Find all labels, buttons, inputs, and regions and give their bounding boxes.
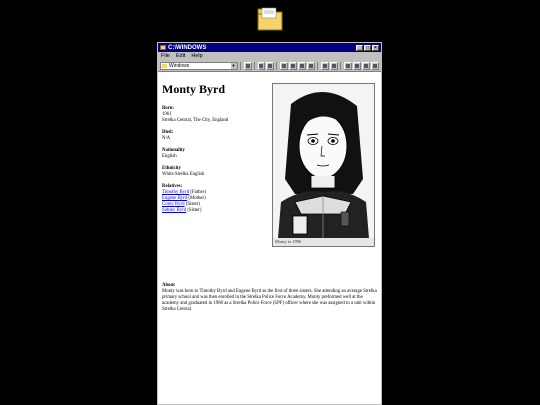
menu-bar	[158, 52, 381, 60]
undo-button[interactable]	[307, 62, 315, 70]
died-section	[162, 130, 267, 142]
details-button[interactable]	[371, 62, 379, 70]
chevron-down-icon[interactable]: ▼	[231, 62, 236, 68]
nationality-label: Nationality	[162, 148, 185, 153]
born-label: Born:	[162, 106, 174, 111]
nationality-section	[162, 148, 267, 160]
relative-relation: (Mother)	[188, 196, 206, 201]
nationality-value: English	[162, 154, 177, 159]
died-label: Died:	[162, 130, 174, 135]
window-title: C:\WINDOWS	[168, 44, 207, 51]
died-value: N/A	[162, 136, 171, 141]
relative-link[interactable]: Timothy Byrd	[162, 190, 190, 195]
paste-button[interactable]	[298, 62, 306, 70]
portrait-drawing	[273, 84, 374, 238]
ethnicity-label: Ethnicity	[162, 166, 181, 171]
relative-relation: (Sister)	[185, 202, 200, 207]
close-button[interactable]: ×	[372, 45, 379, 51]
menu-edit[interactable]: Edit	[175, 53, 186, 59]
list-button[interactable]	[362, 62, 370, 70]
folder-icon	[160, 45, 166, 50]
disconnect-button[interactable]	[266, 62, 274, 70]
ethnicity-value: White Strelka English	[162, 172, 205, 177]
minimize-button[interactable]: _	[356, 45, 363, 51]
menu-help[interactable]: Help	[191, 53, 203, 59]
about-section	[162, 283, 378, 313]
up-folder-button[interactable]	[244, 62, 252, 70]
relative-link[interactable]: Eugene Byrd	[162, 196, 188, 201]
menu-file[interactable]: File	[161, 53, 170, 59]
page-title: Monty Byrd	[162, 82, 225, 96]
explorer-window	[157, 42, 382, 405]
born-year: 1961	[162, 112, 172, 117]
toolbar	[158, 60, 381, 72]
relative-link[interactable]: Corey Byrd	[162, 202, 185, 207]
folder-icon	[162, 64, 167, 68]
maximize-button[interactable]: □	[365, 44, 370, 51]
address-label: Windows	[169, 62, 190, 69]
copy-button[interactable]	[289, 62, 297, 70]
address-dropdown[interactable]	[160, 62, 238, 70]
relatives-label: Relatives:	[162, 184, 183, 189]
toolbar-separator	[240, 62, 241, 70]
relative-item	[162, 208, 267, 214]
relative-relation: (Sister)	[187, 208, 202, 213]
cut-button[interactable]	[280, 62, 288, 70]
toolbar-separator	[317, 62, 318, 70]
about-text: Monty was born to Timothy Byrd and Eugene Byrd as the first of three sisters. She attending an average Strelka primary school and was then enrolled in the Strelka Police Force Academy. Monty preformed well at the academy and graduated in 1980 as a Strelka Police Force (SPF) officer where she was assigned to a unit within Strelka Central.	[162, 289, 377, 312]
toolbar-separator	[340, 62, 341, 70]
ethnicity-section	[162, 166, 267, 178]
delete-button[interactable]	[321, 62, 329, 70]
desktop-folder-icon[interactable]	[256, 6, 284, 32]
page-content	[158, 72, 381, 312]
toolbar-separator	[254, 62, 255, 70]
relative-relation: (Father)	[190, 190, 206, 195]
born-place: Strelka Central, The City, England	[162, 118, 229, 123]
small-icons-button[interactable]	[353, 62, 361, 70]
relative-link[interactable]: Sidney Byrd	[162, 208, 187, 213]
map-drive-button[interactable]	[258, 62, 266, 70]
about-heading: About	[162, 283, 175, 288]
portrait-caption: Monty in 1996	[273, 238, 374, 246]
portrait-image	[272, 83, 375, 247]
properties-button[interactable]	[330, 62, 338, 70]
born-section	[162, 106, 267, 124]
infobox	[162, 106, 267, 220]
relatives-section	[162, 184, 267, 214]
large-icons-button[interactable]	[344, 62, 352, 70]
toolbar-separator	[276, 62, 277, 70]
title-bar[interactable]	[158, 43, 381, 52]
